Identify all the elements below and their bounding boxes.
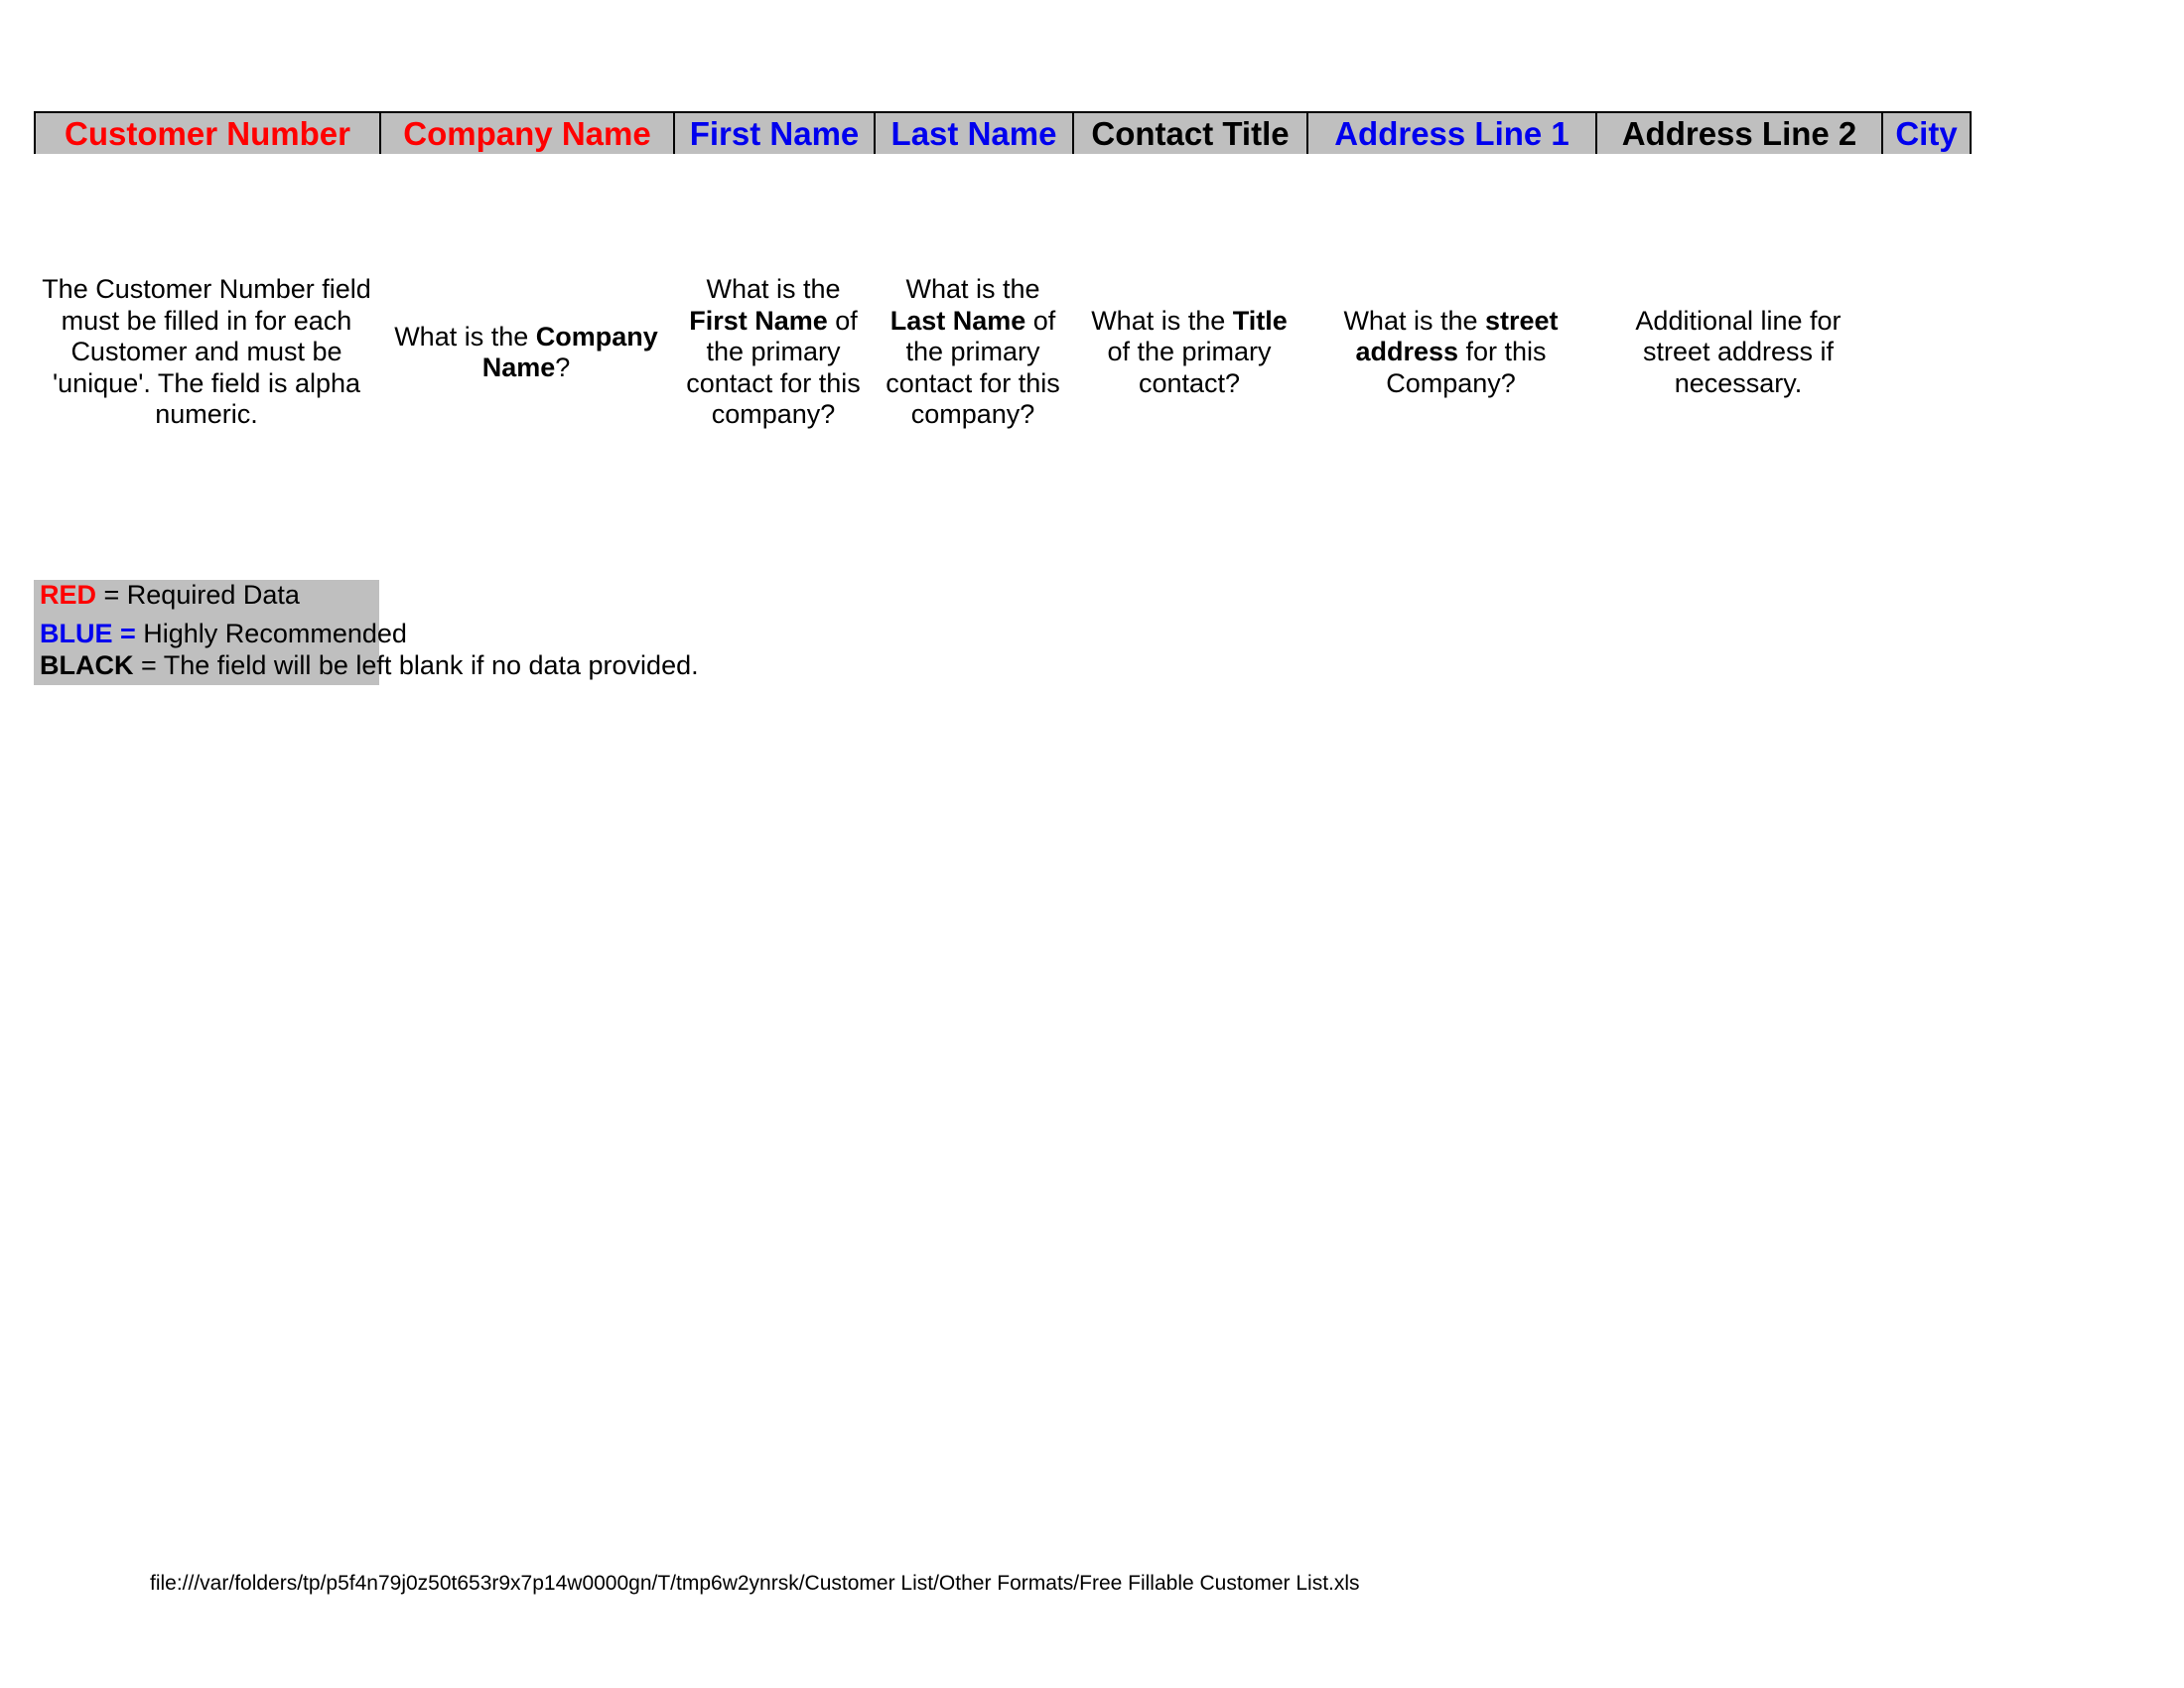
- header-label: Address Line 1: [1334, 115, 1570, 152]
- header-contact-title: [1074, 113, 1308, 154]
- legend-red-key: RED: [40, 580, 97, 610]
- description-address-line-2: [1595, 268, 1881, 437]
- legend-required: [40, 582, 300, 609]
- header-address-line-2: [1597, 113, 1883, 154]
- legend-optional: [40, 652, 699, 679]
- legend-red-text: = Required Data: [96, 580, 300, 610]
- description-text: Additional line for street address if necessary.: [1635, 305, 1842, 398]
- description-text: The Customer Number field must be filled in for each Customer and must be 'unique'. The field is alpha numeric.: [42, 274, 371, 430]
- description-address-line-1: [1306, 268, 1595, 437]
- legend-recommended: [40, 621, 407, 647]
- header-label: Contact Title: [1091, 115, 1290, 152]
- description-text: What is the Last Name of the primary contact for this company?: [886, 274, 1060, 430]
- legend-blue-key: BLUE =: [40, 619, 136, 648]
- legend-blue-text: Highly Recommended: [135, 619, 407, 648]
- description-text: What is the street address for this Company?: [1343, 305, 1559, 398]
- header-city: [1883, 113, 1970, 154]
- header-label: Company Name: [403, 115, 651, 152]
- description-customer-number: [34, 268, 379, 437]
- description-first-name: [673, 268, 874, 437]
- legend-black-key: BLACK: [40, 650, 134, 680]
- description-text: What is the Title of the primary contact?: [1091, 305, 1288, 398]
- column-header-row: [34, 111, 1972, 154]
- description-text: What is the First Name of the primary contact for this company?: [686, 274, 861, 430]
- description-city: [1881, 268, 1968, 437]
- description-text: What is the Company Name?: [394, 321, 658, 382]
- header-first-name: [675, 113, 876, 154]
- footer-file-path: file:///var/folders/tp/p5f4n79j0z50t653r9x7p14w0000gn/T/tmp6w2ynrsk/Customer List/Other Formats/Free Fillable Customer List.xls: [150, 1572, 1360, 1595]
- header-label: First Name: [689, 115, 860, 152]
- legend-black-text: = The field will be left blank if no data provided.: [133, 650, 699, 680]
- header-label: Customer Number: [65, 115, 350, 152]
- description-company-name: [379, 268, 673, 437]
- header-label: City: [1895, 115, 1958, 152]
- header-company-name: [381, 113, 675, 154]
- header-last-name: [876, 113, 1074, 154]
- description-row: [34, 268, 1968, 437]
- description-last-name: [874, 268, 1072, 437]
- description-contact-title: [1072, 268, 1306, 437]
- header-label: Last Name: [890, 115, 1057, 152]
- header-label: Address Line 2: [1621, 115, 1857, 152]
- header-address-line-1: [1308, 113, 1597, 154]
- header-customer-number: [36, 113, 381, 154]
